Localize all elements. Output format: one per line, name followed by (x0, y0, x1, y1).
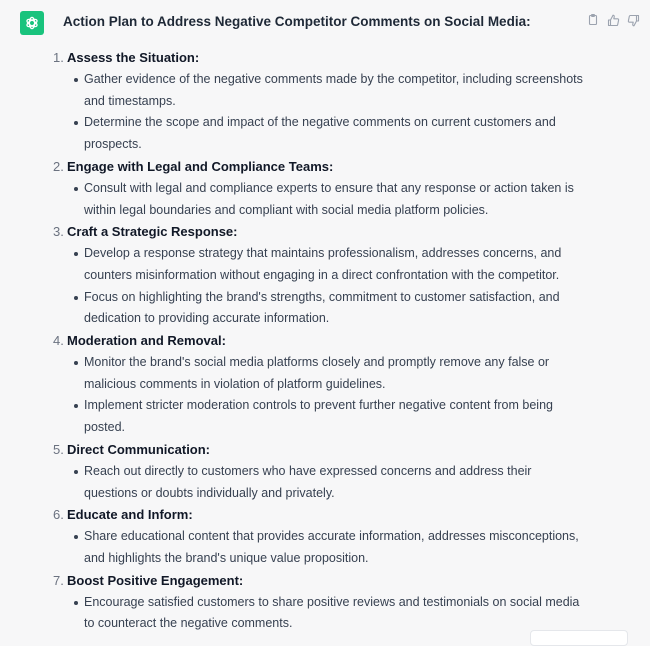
bullet-text: Reach out directly to customers who have expressed concerns and address their questions or doubts individually and privately. (84, 463, 532, 500)
list-item (0, 352, 620, 395)
bullet-text: Encourage satisfied customers to share positive reviews and testimonials on social media to counteract the negative comments. (84, 594, 580, 631)
list-item (0, 592, 620, 635)
step-title: Craft a Strategic Response: (67, 224, 238, 240)
plan-step (0, 330, 620, 439)
step-number: 7. (53, 572, 64, 588)
message-title: Action Plan to Address Negative Competitor Comments on Social Media: (63, 14, 531, 29)
list-item (0, 287, 620, 330)
action-plan-list (0, 47, 620, 635)
bullet-icon (74, 404, 78, 408)
step-number: 6. (53, 507, 64, 523)
step-number: 1. (53, 50, 64, 65)
bullet-text: Share educational content that provides accurate information, addresses misconceptions, and highlights the brand's unique value proposition. (84, 529, 579, 565)
step-number: 4. (53, 333, 64, 349)
list-item (0, 243, 620, 286)
step-title: Boost Positive Engagement: (67, 572, 244, 588)
list-item (0, 461, 620, 504)
list-item (0, 178, 620, 221)
bullet-text: Implement stricter moderation controls to prevent further negative content from being posted. (84, 398, 553, 435)
thumbs-down-icon[interactable] (626, 13, 640, 27)
list-item (0, 112, 620, 155)
list-item (0, 69, 620, 112)
plan-step (0, 156, 620, 221)
message-actions (586, 13, 640, 27)
scroll-down-button[interactable] (530, 630, 628, 646)
step-number: 5. (53, 441, 64, 457)
bullet-text: Develop a response strategy that maintains professionalism, addresses concerns, and counters misinformation without engaging in a direct confrontation with the competitor. (84, 246, 562, 282)
list-item (0, 395, 620, 438)
thumbs-up-icon[interactable] (606, 13, 620, 27)
bullet-text: Consult with legal and compliance experts to ensure that any response or action taken is within legal boundaries and compliant with social media platform policies. (84, 180, 574, 217)
plan-step (0, 221, 620, 330)
bullet-icon (74, 601, 78, 605)
bullet-text: Monitor the brand's social media platforms closely and promptly remove any false or malicious comments in violation of platform guidelines. (84, 355, 550, 391)
bullet-icon (74, 470, 78, 474)
list-item (0, 526, 620, 569)
plan-step (0, 504, 620, 569)
plan-step (0, 439, 620, 504)
bullet-icon (74, 535, 78, 539)
step-title: Assess the Situation: (67, 50, 200, 65)
plan-step (0, 47, 620, 156)
bullet-icon (74, 361, 78, 365)
bullet-icon (74, 187, 78, 191)
bullet-icon (74, 296, 78, 300)
copy-icon[interactable] (586, 13, 600, 27)
assistant-avatar (20, 11, 44, 35)
bullet-icon (74, 252, 78, 256)
bullet-text: Gather evidence of the negative comments made by the competitor, including screenshots and timestamps. (84, 72, 583, 108)
step-title: Direct Communication: (67, 441, 211, 457)
bullet-icon (74, 78, 78, 82)
bullet-icon (74, 121, 78, 125)
step-title: Educate and Inform: (67, 507, 193, 523)
step-number: 2. (53, 158, 64, 174)
step-title: Engage with Legal and Compliance Teams: (67, 158, 334, 174)
plan-step (0, 570, 620, 635)
chatgpt-logo-icon (24, 15, 40, 31)
bullet-text: Focus on highlighting the brand's strengths, commitment to customer satisfaction, and dedication to providing accurate information. (84, 289, 560, 326)
bullet-text: Determine the scope and impact of the negative comments on current customers and prospects. (84, 115, 556, 152)
step-title: Moderation and Removal: (67, 333, 226, 349)
step-number: 3. (53, 224, 64, 240)
